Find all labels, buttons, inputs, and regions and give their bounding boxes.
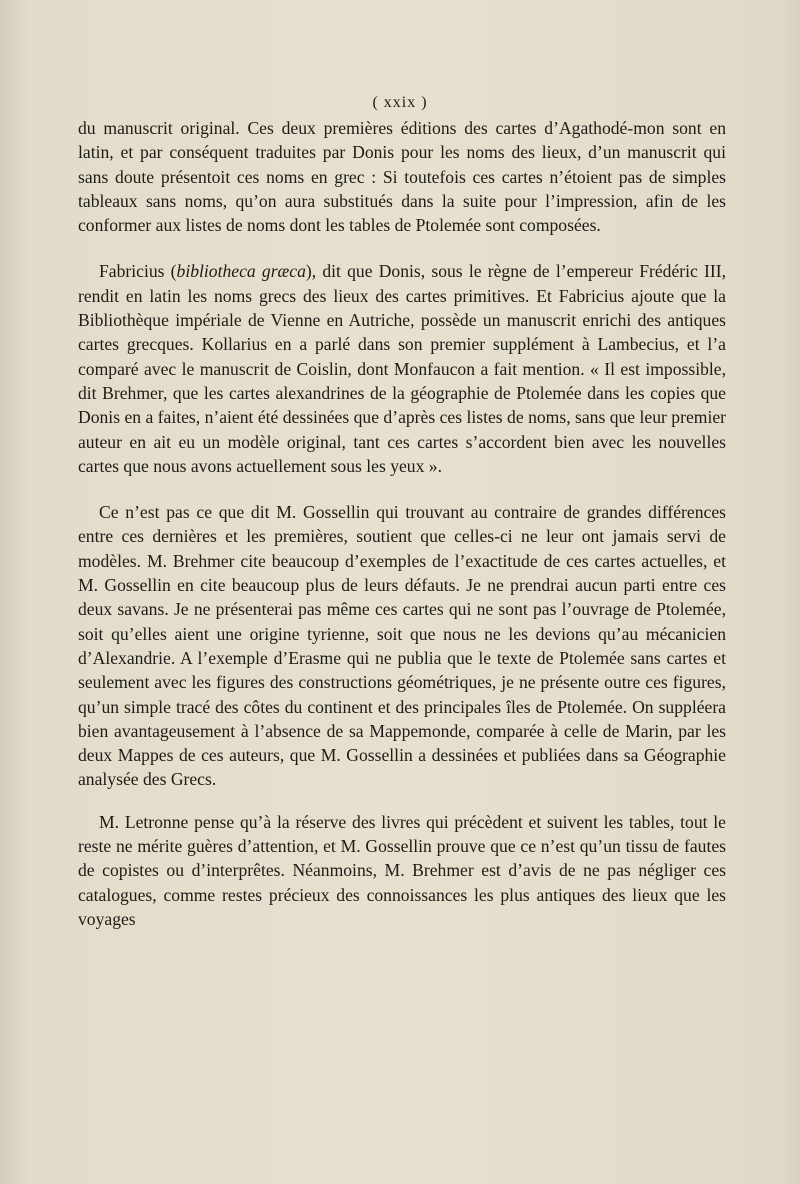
body-text	[78, 116, 726, 931]
paragraph-2	[78, 259, 726, 478]
paragraph-2-start: Fabricius (	[99, 261, 177, 282]
paragraph-spacer	[78, 792, 726, 810]
book-title-italic: bibliotheca græca	[176, 261, 306, 282]
paragraph-4: M. Letronne pense qu’à la réserve des livres qui précèdent et suivent les tables, tout le reste ne mérite guères d’attention, et M. Gossellin prouve que ce n’est qu’un tissu de fautes de copistes ou d’interprêtes. Néanmoins, M. Brehmer est d’avis de ne pas négliger ces catalogues, comme restes précieux des connoissances les plus antiques des lieux que les voyages	[78, 811, 726, 929]
paragraph-1: du manuscrit original. Ces deux premières éditions des cartes d’Agathodé-mon sont en latin, et par conséquent traduites par Donis pour les noms des lieux, d’un manuscrit qui sans doute présentoit ces noms en grec : Si toutefois ces cartes n’étoient pas de simples tableaux sans noms, qu’on aura substitués dans la suite pour l’impression, afin de les conformer aux listes de noms dont les tables de Ptolemée sont composées.	[78, 118, 726, 236]
page-number: ( xxix )	[372, 94, 428, 111]
paragraph-spacer	[78, 478, 726, 500]
paragraph-3: Ce n’est pas ce que dit M. Gossellin qui trouvant au contraire de grandes différences entre ces dernières et les premières, soutient que celles-ci ne leur ont jamais servi de modèles. M. Brehmer cite beaucoup d’exemples de l’exactitude de ces cartes actuelles, et M. Gossellin en cite beaucoup plus de leurs défauts. Je ne prendrai aucun parti entre ces deux savans. Je ne présenterai pas même ces cartes qui ne sont pas l’ouvrage de Ptolemée, soit qu’elles aient une origine tyrienne, soit que nous ne les devions qu’au mécanicien d’Alexandrie. A l’exemple d’Erasme qui ne publia que le texte de Ptolemée sans cartes et seulement avec les figures des constructions géométriques, je ne présente outre ces figures, qu’un simple tracé des côtes du continent et des principales îles de Ptolemée. On suppléera bien avantageusement à l’absence de sa Mappemonde, comparée à celle de Marin, par les deux Mappes de ces auteurs, que M. Gossellin a dessinées et publiées dans sa Géographie analysée des Grecs.	[78, 502, 726, 790]
paragraph-spacer	[78, 237, 726, 259]
paragraph-2-rest: ), dit que Donis, sous le règne de l’empereur Frédéric III, rendit en latin les noms grecs des lieux des cartes primitives. Et Fabricius ajoute que la Bibliothèque impériale de Vienne en Autriche, possède un manuscrit enrichi des antiques cartes grecques. Kollarius en a parlé dans son premier supplément à Lambecius, et l’a comparé avec le manuscrit de Coislin, dont Monfaucon a fait mention. « Il est impossible, dit Brehmer, que les cartes alexandrines de la géographie de Ptolemée dans les copies que Donis en a faites, n’aient été dessinées que d’après ces listes de noms, sans que leur premier auteur en ait eu un modèle original, tant ces cartes s’accordent bien avec les nouvelles cartes que nous avons actuellement sous les yeux ».	[78, 261, 726, 476]
